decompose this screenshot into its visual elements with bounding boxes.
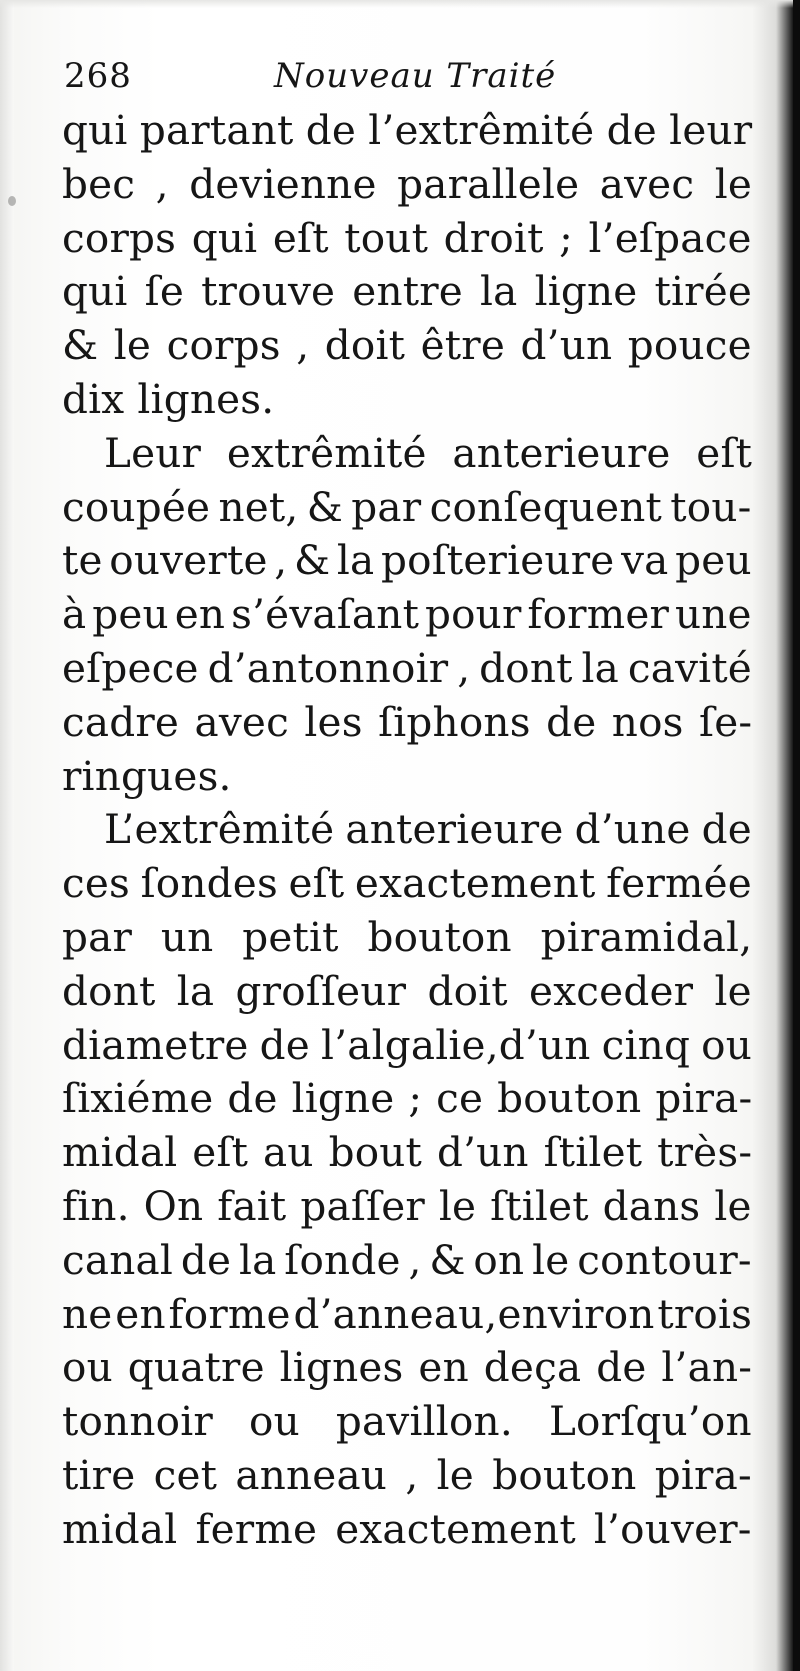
text-line: fin. On fait paſſer le ſtilet dans le [62,1181,752,1230]
binding-shadow [793,0,800,1671]
page-number: 268 [64,56,132,96]
text-line: canal de la ſonde , & on le contour- [62,1235,752,1284]
text-line: qui partant de l’extrêmité de leur [62,106,753,154]
book-page [62,48,762,1557]
text-line: qui ſe trouve entre la ligne tirée [62,267,753,316]
ink-speck [8,196,16,206]
paragraph-3 [62,803,762,1556]
text-line: dont la groſſeur doit exceder le [62,966,752,1015]
text-line: te ouverte , & la poſterieure va peu [62,536,752,585]
text-line: tonnoir ou pavillon. Lorſqu’on [62,1397,752,1446]
paragraph-1 [62,104,762,427]
text-line: midal ferme exactement l’ouver- [62,1504,752,1553]
text-line: par un petit bouton piramidal, [62,912,753,961]
text-line: ringues. [62,751,232,800]
running-head [62,48,762,104]
page-top-edge [0,0,800,8]
paragraph-2 [62,427,762,804]
text-line: Leur extrêmité anterieure eſt [104,428,753,477]
text-line: corps qui eſt tout droit ; l’eſpace [62,213,752,262]
text-line: ou quatre lignes en deça de l’an- [62,1343,753,1392]
text-line: à peu en s’évaſant pour former une [62,590,752,639]
text-line: tire cet anneau , le bouton pira- [62,1450,752,1499]
text-line: diametre de l’algalie,d’un cinq ou [62,1020,753,1069]
text-line: & le corps , doit être d’un pouce [62,321,752,370]
page-left-gutter [0,0,14,1671]
text-line: dix lignes. [62,374,275,423]
text-line: eſpece d’antonnoir , dont la cavité [62,643,752,692]
text-line: bec , devienne parallele avec le [62,159,753,208]
text-line: ſixiéme de ligne ; ce bouton pira- [62,1074,753,1123]
text-line: midal eſt au bout d’un ſtilet très- [62,1128,753,1177]
running-title: Nouveau Traité [274,56,557,96]
text-line: L’extrêmité anterieure d’une de [104,805,752,854]
text-line: cadre avec les ſiphons de nos ſe- [62,697,753,746]
text-line: ne en forme d’anneau,environ trois [62,1289,753,1338]
text-line: coupée net, & par conſequent tou- [62,482,752,531]
text-line: ces ſondes eſt exactement fermée [62,859,752,908]
